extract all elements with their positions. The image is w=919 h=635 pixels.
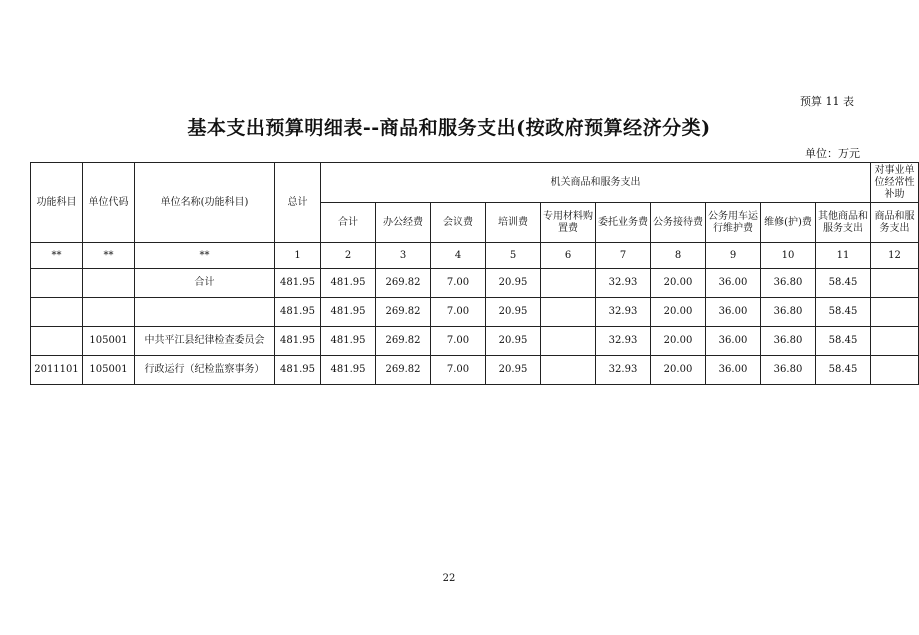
value-cell: 269.82	[376, 269, 431, 298]
page-title: 基本支出预算明细表--商品和服务支出(按政府预算经济分类)	[187, 117, 711, 139]
value-cell: 481.95	[275, 269, 321, 298]
value-cell	[541, 356, 596, 385]
unit-label: 单位：万元	[805, 147, 860, 160]
value-cell: 481.95	[321, 356, 376, 385]
header-sub: 专用材料购置费	[541, 203, 596, 243]
unit-name-cell: 合计	[135, 269, 275, 298]
value-cell: 481.95	[321, 298, 376, 327]
value-cell: 36.00	[706, 327, 761, 356]
value-cell: 20.00	[651, 327, 706, 356]
unit-code-cell	[83, 298, 135, 327]
header-sub: 培训费	[486, 203, 541, 243]
budget-table	[30, 162, 919, 385]
index-cell: 7	[596, 243, 651, 269]
value-cell: 481.95	[275, 298, 321, 327]
table-number: 预算 11 表	[800, 95, 854, 108]
func-code-cell: 2011101	[31, 356, 83, 385]
unit-name-cell	[135, 298, 275, 327]
value-cell: 36.00	[706, 356, 761, 385]
value-cell: 7.00	[431, 356, 486, 385]
value-cell: 32.93	[596, 298, 651, 327]
value-cell	[541, 269, 596, 298]
value-cell: 36.80	[761, 327, 816, 356]
unit-name-cell: 行政运行（纪检监察事务）	[135, 356, 275, 385]
value-cell: 7.00	[431, 327, 486, 356]
value-cell: 481.95	[275, 327, 321, 356]
value-cell	[871, 356, 919, 385]
value-cell: 269.82	[376, 356, 431, 385]
value-cell: 36.00	[706, 298, 761, 327]
value-cell: 20.95	[486, 298, 541, 327]
header-unit-code: 单位代码	[83, 163, 135, 243]
value-cell: 20.95	[486, 327, 541, 356]
unit-code-cell	[83, 269, 135, 298]
value-cell	[541, 298, 596, 327]
value-cell: 32.93	[596, 356, 651, 385]
unit-code-cell: 105001	[83, 356, 135, 385]
header-sub: 商品和服务支出	[871, 203, 919, 243]
index-cell: 1	[275, 243, 321, 269]
table-row	[31, 327, 919, 356]
header-func-code: 功能科目	[31, 163, 83, 243]
header-sub: 委托业务费	[596, 203, 651, 243]
index-cell: 10	[761, 243, 816, 269]
value-cell: 269.82	[376, 298, 431, 327]
header-sub: 办公经费	[376, 203, 431, 243]
index-cell: 2	[321, 243, 376, 269]
func-code-cell	[31, 298, 83, 327]
index-cell: 9	[706, 243, 761, 269]
value-cell: 20.95	[486, 269, 541, 298]
index-cell: 6	[541, 243, 596, 269]
value-cell: 20.00	[651, 356, 706, 385]
value-cell: 481.95	[321, 269, 376, 298]
index-cell: **	[135, 243, 275, 269]
header-total: 总计	[275, 163, 321, 243]
value-cell: 36.80	[761, 298, 816, 327]
header-sub: 会议费	[431, 203, 486, 243]
value-cell	[871, 327, 919, 356]
header-group-org: 机关商品和服务支出	[321, 163, 871, 203]
header-unit-name: 单位名称(功能科目)	[135, 163, 275, 243]
index-cell: 5	[486, 243, 541, 269]
func-code-cell	[31, 269, 83, 298]
value-cell: 20.00	[651, 298, 706, 327]
value-cell: 32.93	[596, 269, 651, 298]
value-cell	[871, 269, 919, 298]
value-cell: 481.95	[321, 327, 376, 356]
value-cell: 20.00	[651, 269, 706, 298]
value-cell: 20.95	[486, 356, 541, 385]
index-cell: 4	[431, 243, 486, 269]
table-row	[31, 298, 919, 327]
value-cell: 58.45	[816, 269, 871, 298]
index-cell: 3	[376, 243, 431, 269]
index-row	[31, 243, 919, 269]
header-sub: 维修(护)费	[761, 203, 816, 243]
index-cell: **	[31, 243, 83, 269]
func-code-cell	[31, 327, 83, 356]
value-cell: 7.00	[431, 298, 486, 327]
table-row	[31, 269, 919, 298]
value-cell: 481.95	[275, 356, 321, 385]
unit-name-cell: 中共平江县纪律检查委员会	[135, 327, 275, 356]
header-sub: 其他商品和服务支出	[816, 203, 871, 243]
value-cell	[541, 327, 596, 356]
value-cell: 58.45	[816, 356, 871, 385]
index-cell: 12	[871, 243, 919, 269]
value-cell: 36.80	[761, 269, 816, 298]
index-cell: 8	[651, 243, 706, 269]
value-cell: 36.80	[761, 356, 816, 385]
value-cell: 32.93	[596, 327, 651, 356]
unit-code-cell: 105001	[83, 327, 135, 356]
index-cell: **	[83, 243, 135, 269]
header-sub: 公务用车运行维护费	[706, 203, 761, 243]
value-cell: 58.45	[816, 298, 871, 327]
header-sub: 公务接待费	[651, 203, 706, 243]
value-cell: 36.00	[706, 269, 761, 298]
value-cell: 269.82	[376, 327, 431, 356]
index-cell: 11	[816, 243, 871, 269]
value-cell: 58.45	[816, 327, 871, 356]
header-sub: 合计	[321, 203, 376, 243]
header-group-subsidy: 对事业单位经常性补助	[871, 163, 919, 203]
page-number: 22	[442, 573, 456, 584]
table-row	[31, 356, 919, 385]
value-cell: 7.00	[431, 269, 486, 298]
value-cell	[871, 298, 919, 327]
